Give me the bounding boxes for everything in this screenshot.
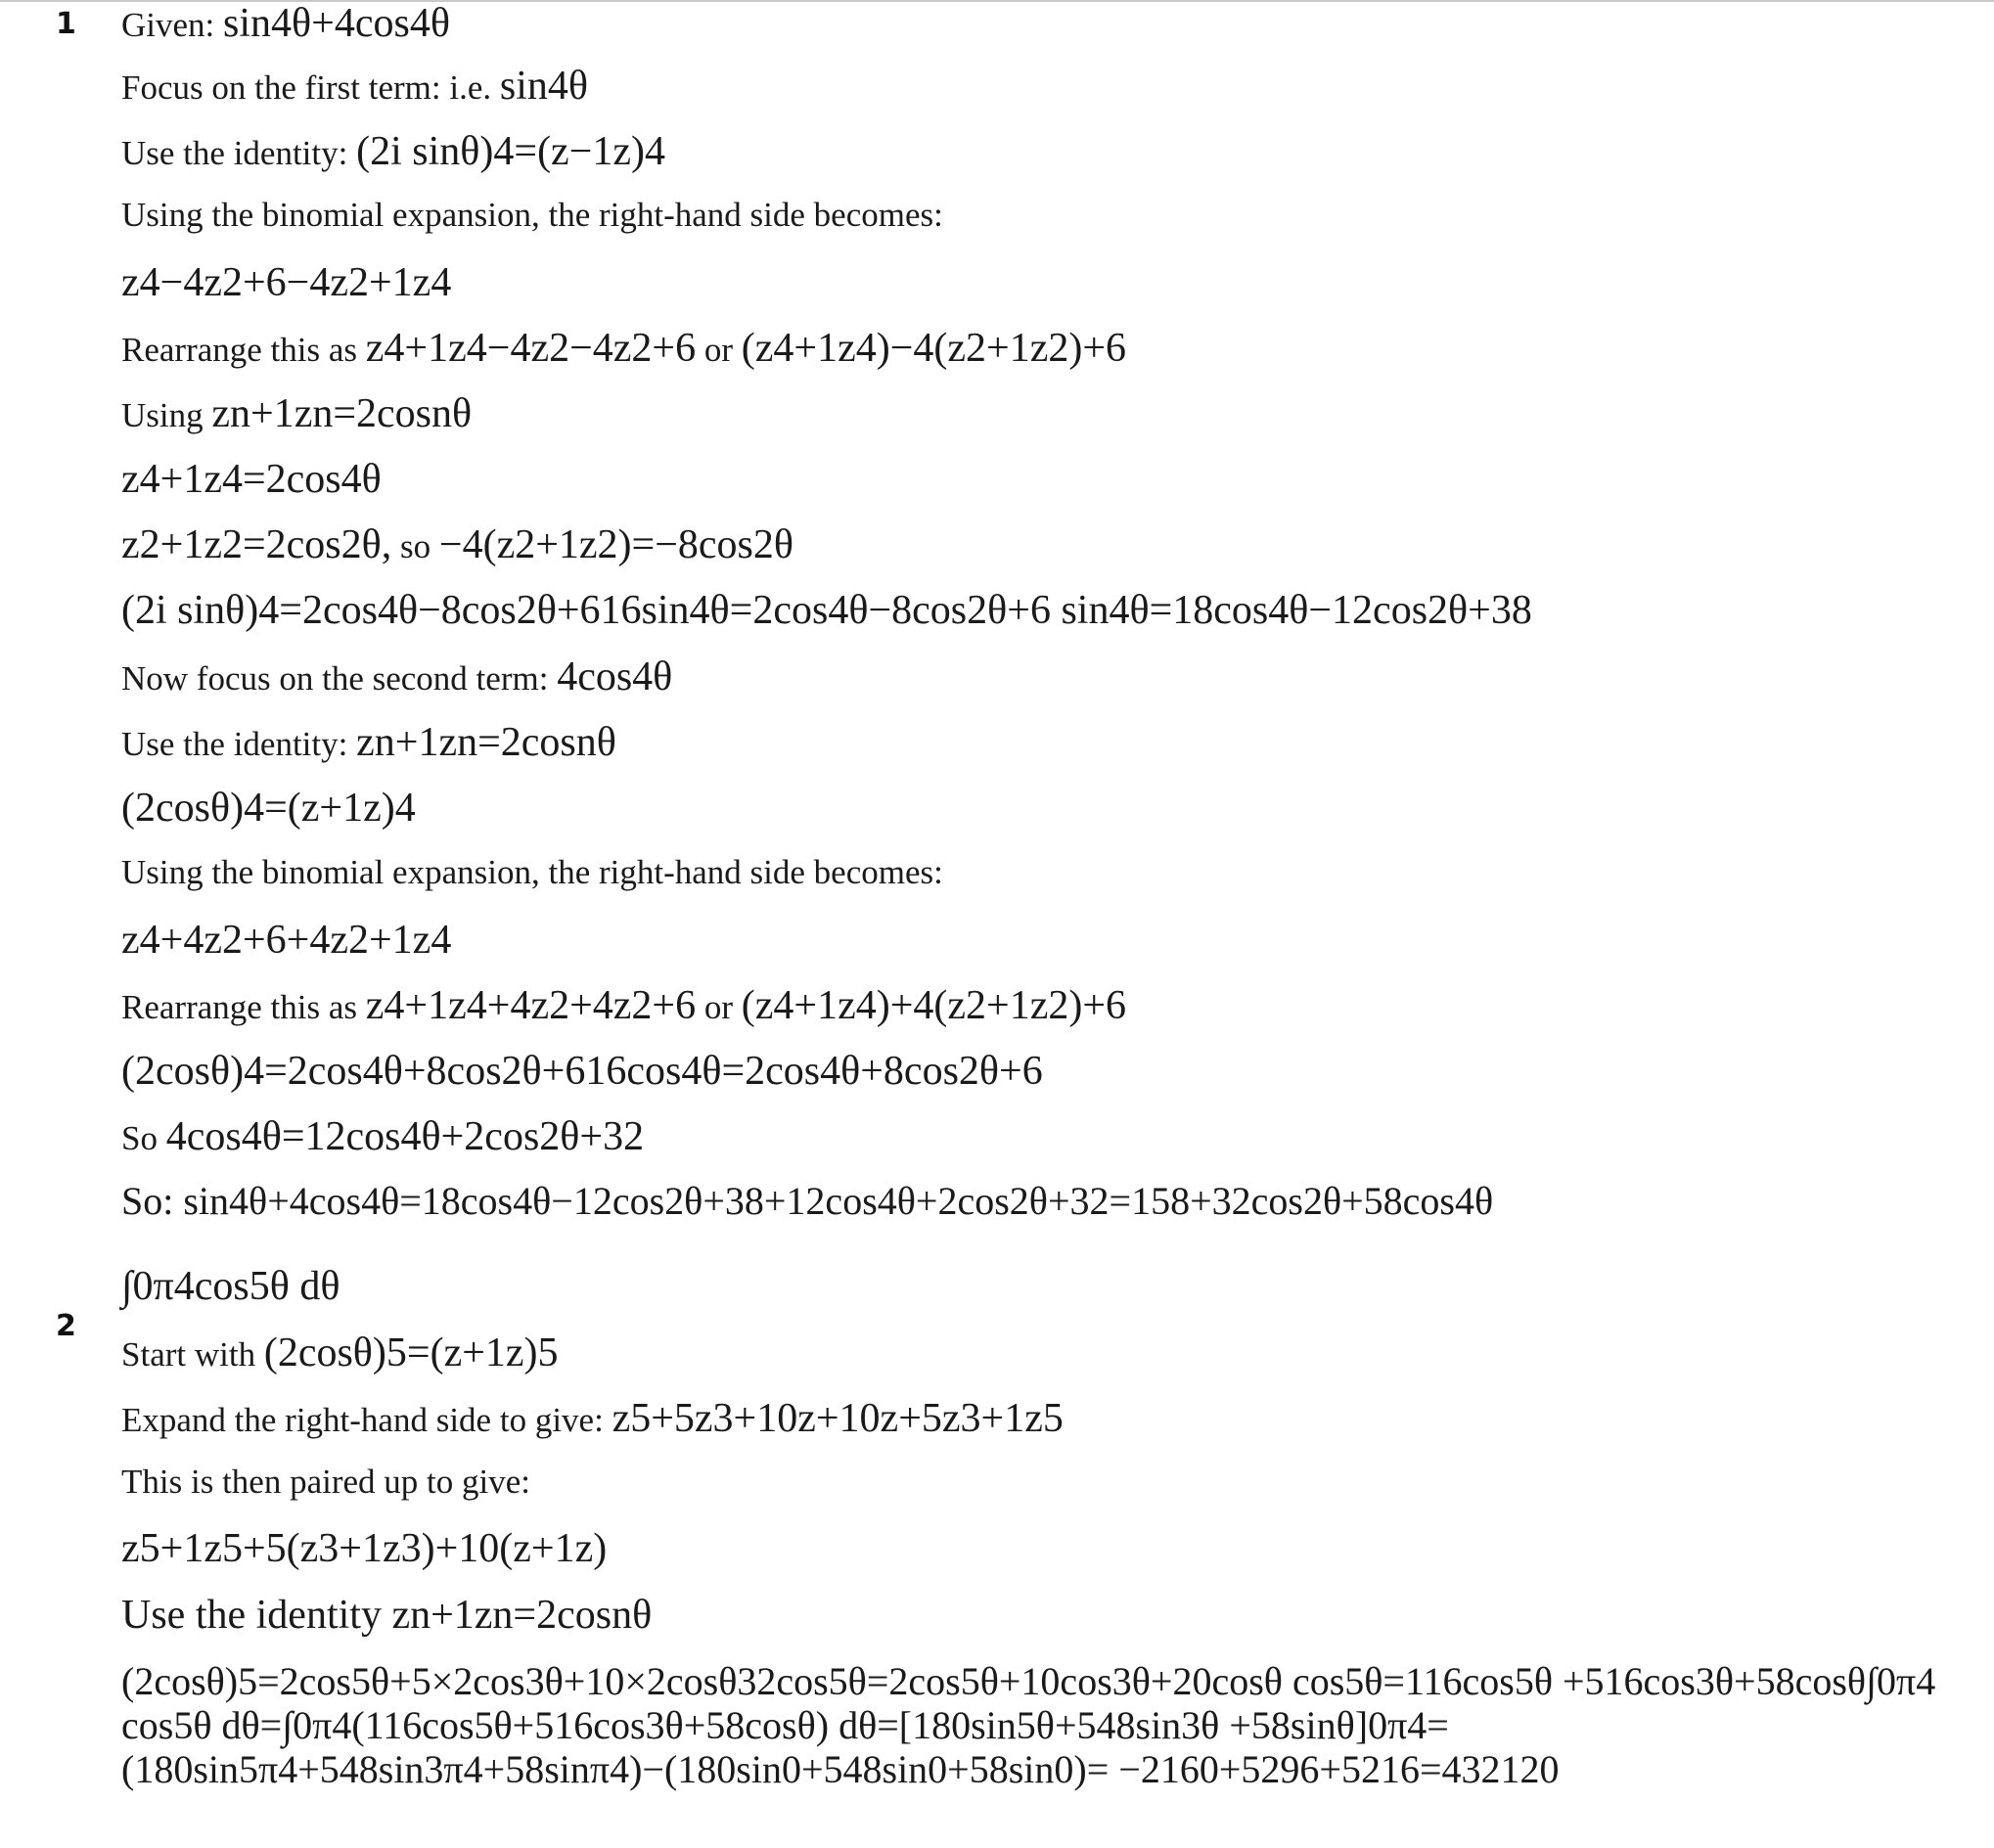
- identity-expression-1: (2i sinθ)4=(z−1z)4: [356, 129, 666, 174]
- focus-first-expression: sin4θ: [499, 64, 589, 109]
- binomial-text-2: [121, 853, 943, 892]
- start-label: Start with: [121, 1335, 264, 1374]
- focus-second-label: Now focus on the second term:: [121, 659, 558, 698]
- so-label: So: [121, 1119, 166, 1157]
- focus-second-term-line: [121, 654, 672, 700]
- binomial-text-1: [121, 196, 943, 235]
- expansion-expression-1: z4−4z2+6−4z2+1z4: [121, 260, 452, 305]
- question-number-1: 1: [56, 7, 76, 41]
- z2-line: [121, 521, 793, 568]
- using-label-1: Using: [121, 396, 212, 434]
- rearrange-expression-2b: (z4+1z4)+4(z2+1z2)+6: [741, 983, 1127, 1028]
- rearrange-expression-1b: (z4+1z4)−4(z2+1z2)+6: [741, 326, 1127, 371]
- use-identity-line: [121, 1592, 652, 1639]
- rearrange-or-1: or: [696, 331, 742, 369]
- expansion-expression-2: z4+4z2+6+4z2+1z4: [121, 918, 452, 963]
- rearrange-or-2: or: [696, 988, 742, 1026]
- result-line-1: [121, 587, 1532, 634]
- result-expression-1: (2i sinθ)4=2cos4θ−8cos2θ+616sin4θ=2cos4θ−8cos2θ+6 sin4θ=18cos4θ−12cos2θ+38: [121, 588, 1532, 633]
- integral-expression: ∫0π4cos5θ dθ: [121, 1264, 340, 1309]
- expand-expression: z5+5z3+10z+10z+5z3+1z5: [612, 1396, 1064, 1441]
- focus-first-label: Focus on the first term: i.e.: [121, 68, 500, 107]
- z2-so: so: [391, 527, 439, 565]
- rearrange-line-1: [121, 325, 1126, 372]
- expand-line: [121, 1395, 1064, 1442]
- result-line-2: [121, 1048, 1043, 1095]
- expansion-line-2: [121, 917, 451, 964]
- given-line: [121, 0, 450, 47]
- result-expression-2: (2cosθ)4=2cos4θ+8cos2θ+616cos4θ=2cos4θ+8cos2θ+6: [121, 1049, 1043, 1094]
- final-line-1: [121, 1179, 1493, 1224]
- z2-expression-b: −4(z2+1z2)=−8cos2θ: [438, 522, 793, 567]
- start-line: [121, 1330, 559, 1376]
- identity-label-1: Use the identity:: [121, 134, 357, 172]
- identity-label-2: Use the identity:: [121, 725, 357, 763]
- z4-expression: z4+1z4=2cos4θ: [121, 457, 382, 502]
- integral-line: [121, 1263, 340, 1310]
- cos-power-expression: (2cosθ)4=(z+1z)4: [121, 786, 416, 831]
- final-label: So:: [121, 1179, 184, 1223]
- given-expression: sin4θ+4cos4θ: [223, 1, 450, 46]
- rearrange-label-2: Rearrange this as: [121, 988, 366, 1026]
- expand-label: Expand the right-hand side to give:: [121, 1401, 612, 1439]
- final-block-2: (2cosθ)5=2cos5θ+5×2cos3θ+10×2cosθ32cos5θ=2cos5θ+10cos3θ+20cosθ cos5θ=116cos5θ +516cos3θ+58cosθ∫0π4 cos5θ dθ=∫0π4(116cos5θ+516cos3θ+58cosθ) dθ=[180sin5θ+548sin3θ +58sinθ]0π4=(180sin5π4+548sin3π4+58sinπ4)−(180sin0+548sin0+58sin0)= −2160+5296+5216=432120: [121, 1659, 1936, 1791]
- focus-second-expression: 4cos4θ: [557, 654, 673, 699]
- binomial-sentence-2: Using the binomial expansion, the right-hand side becomes:: [121, 853, 943, 891]
- so-expression: 4cos4θ=12cos4θ+2cos2θ+32: [165, 1114, 645, 1159]
- given-label: Given:: [121, 6, 224, 44]
- identity-expression-2: zn+1zn=2cosnθ: [356, 720, 616, 765]
- paired-sentence: This is then paired up to give:: [121, 1463, 530, 1501]
- using-expression-1: zn+1zn=2cosnθ: [211, 391, 473, 436]
- binomial-sentence-1: Using the binomial expansion, the right-hand side becomes:: [121, 196, 943, 234]
- rearrange-expression-1a: z4+1z4−4z2−4z2+6: [365, 326, 697, 371]
- expansion-line-1: [121, 259, 451, 306]
- paired-expression: z5+1z5+5(z3+1z3)+10(z+1z): [121, 1526, 608, 1571]
- paired-line: [121, 1525, 607, 1572]
- rearrange-line-2: [121, 982, 1126, 1029]
- identity-line-1: [121, 128, 665, 175]
- z4-line: [121, 456, 382, 503]
- cos-power-line: [121, 785, 416, 832]
- final-expression-1: sin4θ+4cos4θ=18cos4θ−12cos2θ+38+12cos4θ+2cos2θ+32=158+32cos2θ+58cos4θ: [183, 1179, 1494, 1223]
- so-line: [121, 1113, 644, 1160]
- z2-expression-a: z2+1z2=2cos2θ,: [121, 522, 392, 567]
- rearrange-label-1: Rearrange this as: [121, 331, 366, 369]
- start-expression: (2cosθ)5=(z+1z)5: [263, 1330, 559, 1375]
- identity-line-2: [121, 719, 616, 766]
- rearrange-expression-2a: z4+1z4+4z2+4z2+6: [365, 983, 697, 1028]
- using-line-1: [121, 390, 472, 437]
- question-number-2: 2: [56, 1309, 76, 1343]
- use-identity-text: Use the identity zn+1zn=2cosnθ: [121, 1593, 653, 1638]
- focus-first-term-line: [121, 63, 588, 110]
- paired-text-line: [121, 1463, 530, 1502]
